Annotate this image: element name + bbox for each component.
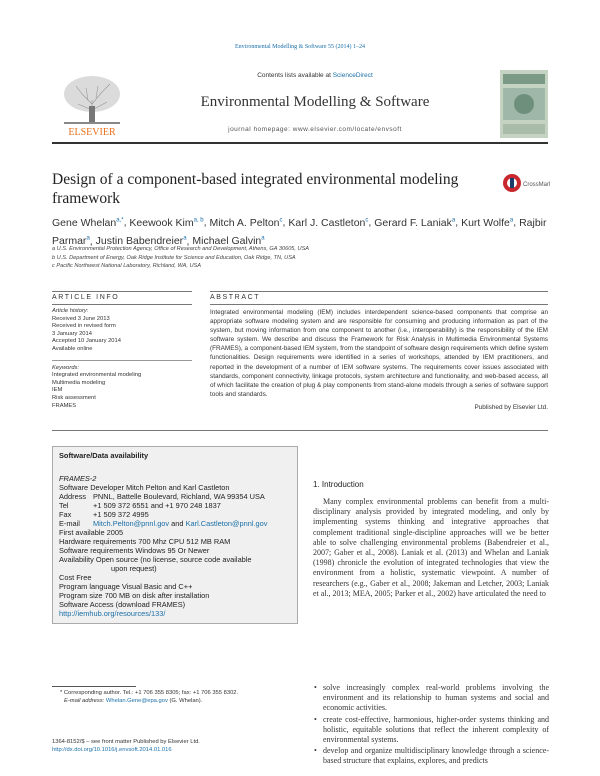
software-box-heading: Software/Data availability [59, 451, 149, 460]
publisher-line: Published by Elsevier Ltd. [474, 403, 548, 411]
cost-row: Cost Free [59, 573, 92, 582]
footnote-email-line: E-mail address: Whelan.Gene@epa.gov (G. Whelan). [64, 697, 203, 704]
tel-row: Tel +1 509 372 6551 and +1 970 248 1837 [59, 501, 221, 510]
article-info-heading: ARTICLE INFO [52, 294, 120, 301]
history-line: Accepted 10 January 2014 [52, 338, 121, 345]
journal-homepage: journal homepage: www.elsevier.com/locate/envsoft [228, 126, 402, 133]
author-affiliation-marker: c [279, 217, 283, 223]
bullet-item: • create cost-effective, harmonious, higher-order systems thinking and holistic, equitable solutions that reflect the inherent complexity of environmental systems. [313, 715, 549, 746]
keywords-rule [52, 360, 192, 361]
abstract-rule-top [210, 291, 548, 292]
affiliation-a: a U.S. Environmental Protection Agency, Office of Research and Development, Athens, GA 30605, USA [52, 246, 310, 252]
article-info [52, 308, 192, 410]
history-line: Received in revised form [52, 323, 116, 330]
author-affiliation-marker: a [183, 235, 187, 242]
introduction-paragraph: Many complex environmental problems can benefit from a multi-disciplinary analysis provided by integrated modeling, and only by implementing systems thinking and integrative approaches that complement traditional single-discipline approaches will we be better able to solve challenging environmental problems (Babendreier et al., 2007; Gaber et al., 2008). Laniak et al. (2013) and Whelan and Laniak (1998) chronicle the evolution of integrated technologies that view the environment from a holistic, systematic viewpoint. A number of researchers (e.g., Gaber et al., 2008; Jakeman and Letcher, 2003; Laniak et al., 2013; MEA, 2005; Parker et al., 2002) have articulated the need to [313, 497, 549, 598]
software-name: FRAMES-2 [59, 474, 97, 483]
affiliation-b: b U.S. Department of Energy, Oak Ridge Institute for Science and Education, Oak Ridge, TN, USA [52, 254, 296, 261]
affiliations [52, 245, 548, 271]
author-name[interactable]: Rajbir Parmar$^a$ [52, 216, 547, 247]
author-name[interactable]: Mitch A. Pelton$^c$ [209, 216, 283, 229]
email-link-pelton[interactable]: Mitch.Pelton@pnnl.gov [93, 519, 170, 528]
software-access: Software Access (download FRAMES) http://iemhub.org/resources/133/ [59, 600, 186, 618]
bullet-item: • solve increasingly complex real-world problems involving the environment and its relationship to human systems and social and economic activities. [313, 683, 549, 714]
introduction-bullets [313, 683, 549, 768]
crossmark-badge[interactable] [502, 172, 550, 194]
program-size: Program size 700 MB on disk after installation [59, 591, 210, 600]
software-developer: Software Developer Mitch Pelton and Karl Castleton [59, 483, 230, 492]
author-name[interactable]: Michael Galvin$^a$ [192, 235, 265, 247]
article-info-rule-bottom [52, 304, 192, 305]
footnote-line: * Corresponding author. Tel.: +1 706 355 8305; fax: +1 706 355 8302. [60, 690, 239, 696]
abstract-text: Integrated environmental modeling (IEM) includes interdependent science-based components that comprise an appropriate software modeling system and are responsible for consuming and producing information as part of the system, but moving information from one component to another (i.e., interoperability) is the responsibility of the IEM software system. We describe and discuss the Framework for Risk Analysis in Multimedia Environmental Systems (FRAMES), a component-based IEM system, from the standpoint of software design requirements which define system functionalities. Design requirements were identified in a series of workshops, attended by IEM practitioners, and reported in the development of a number of IEM software systems. The requirements cover issues associated with standards, component connectivity, linkage protocols, system architecture and functionality, and web-based access, all of which facilitate the creation of plug & play components from stand-alone models through a series of software support tools and standards. [210, 309, 548, 398]
program-language: Program language Visual Basic and C++ [59, 582, 193, 591]
history-line: 3 January 2014 [52, 330, 92, 337]
journal-reference[interactable]: Environmental Modelling & Software 55 (2014) 1–24 [235, 44, 365, 50]
history-line: Available online [52, 345, 93, 352]
homepage-link[interactable]: www.elsevier.com/locate/envsoft [292, 126, 402, 133]
author-list: Gene Whelan$^{a,*}$, Keewook Kim$^{a, b}$, Mitch A. Pelton$^c$, Karl J. Castleton$^c$, Gerard F. Laniak$^a$, Kurt Wolfe$^a$, Rajbir Parmar$^a$, Justin Babendreier$^a$, Michael Galvin$^a$ [52, 216, 547, 247]
first-available: First available 2005 [59, 528, 124, 537]
keyword: Risk assessment [52, 394, 96, 401]
contents-line: Contents lists available at ScienceDirect [257, 72, 373, 79]
bottom-publication-info [52, 739, 302, 754]
author-affiliation-marker: c [365, 217, 369, 223]
doi-link[interactable]: http://dx.doi.org/10.1016/j.envsoft.2014.01.016 [52, 746, 172, 753]
elsevier-tree-icon [52, 70, 132, 140]
author-affiliation-marker: a [261, 235, 265, 242]
journal-cover-thumbnail [500, 70, 548, 138]
iemhub-link[interactable]: http://iemhub.org/resources/133/ [59, 609, 166, 618]
author-affiliation-marker: a [509, 217, 514, 223]
publisher-logo-text: ELSEVIER [68, 127, 116, 138]
author-affiliation-marker: a [451, 217, 456, 223]
history-line: Received 3 June 2013 [52, 315, 110, 322]
author-name[interactable]: Gerard F. Laniak$^a$ [374, 216, 456, 229]
author-name[interactable]: Kurt Wolfe$^a$ [461, 216, 514, 229]
author-name[interactable]: Karl J. Castleton$^c$ [288, 216, 369, 229]
author-name[interactable]: Justin Babendreier$^a$ [95, 235, 187, 247]
svg-text:CrossMark: CrossMark [523, 182, 550, 188]
abstract-end-rule [52, 430, 548, 431]
history-label: Article history: [52, 308, 89, 314]
journal-title: Environmental Modelling & Software [200, 94, 430, 110]
keyword: FRAMES [52, 402, 77, 409]
author-email-link[interactable]: Whelan.Gene@epa.gov [105, 697, 168, 704]
abstract-heading: ABSTRACT [210, 294, 261, 301]
fax-row: Fax +1 509 372 4995 [59, 510, 149, 519]
keywords-label: Keywords: [52, 364, 80, 371]
keyword: Multimedia modeling [52, 379, 106, 386]
availability-line2: upon request) [111, 564, 157, 573]
author-affiliation-marker: a, b [193, 217, 204, 223]
bullet-item: • develop and organize multidisciplinary knowledge through a science-based structure that explains, explores, and predicts [313, 746, 549, 766]
footnote-rule [52, 686, 136, 687]
article-info-rule-top [52, 291, 192, 292]
email-link-castleton[interactable]: Karl.Castleton@pnnl.gov [185, 519, 268, 528]
author-affiliation-marker: a [86, 235, 90, 242]
software-availability-box [52, 446, 298, 624]
software-requirements: Software requirements Windows 95 Or Newer [59, 546, 210, 555]
affiliation-c: c Pacific Northwest National Laboratory, Richland, WA, USA [52, 263, 202, 269]
abstract-rule-bottom [210, 304, 548, 305]
abstract-body [210, 308, 548, 412]
article-title: Design of a component-based integrated environmental modeling framework [52, 171, 459, 207]
keyword: Integrated environmental modeling [52, 372, 142, 379]
author-name[interactable]: Gene Whelan$^{a,*}$ [52, 216, 124, 229]
elsevier-logo [52, 70, 132, 140]
address-row: Address PNNL, Battelle Boulevard, Richland, WA 99354 USA [59, 492, 265, 501]
header-rule [52, 142, 548, 144]
author-name[interactable]: Keewook Kim$^{a, b}$ [129, 216, 204, 229]
author-affiliation-marker: a,* [116, 217, 124, 223]
introduction-heading: 1. Introduction [313, 480, 364, 489]
email-row: E-mail Mitch.Pelton@pnnl.gov and Karl.Castleton@pnnl.gov [59, 519, 268, 528]
corresponding-author-footnote [60, 690, 300, 705]
hardware-requirements: Hardware requirements 700 Mhz CPU 512 MB RAM [59, 537, 231, 546]
keyword: IEM [52, 387, 63, 394]
sciencedirect-link[interactable]: ScienceDirect [332, 72, 373, 79]
issn-line: 1364-8152/$ – see front matter Published by Elsevier Ltd. [52, 739, 200, 745]
availability-line1: Availability Open source (no license, source code available [59, 555, 252, 564]
